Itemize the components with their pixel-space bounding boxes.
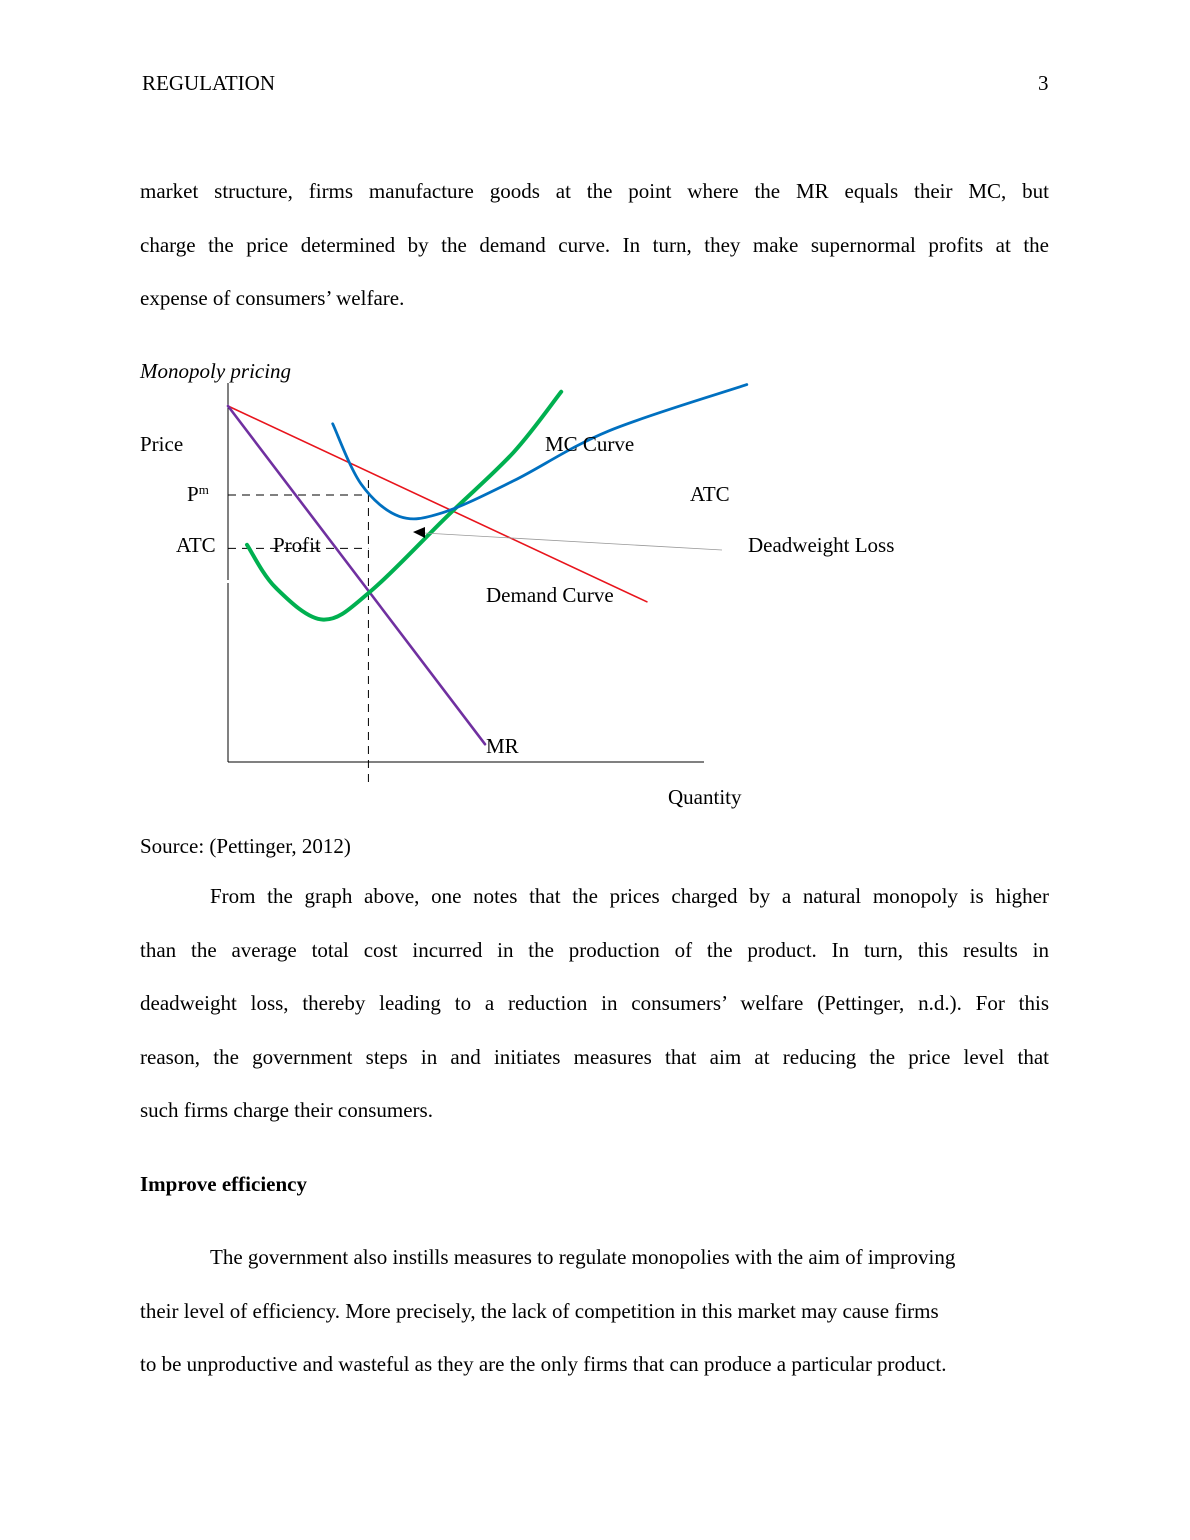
paragraph-line: than the average total cost incurred in the production of the product. In turn, this results in — [140, 937, 1049, 962]
figure-caption: Monopoly pricing — [140, 359, 292, 383]
atc-price-label: ATC — [176, 533, 216, 557]
running-head-title: REGULATION — [142, 71, 275, 95]
atc-curve-line — [333, 385, 747, 519]
pm-superscript: m — [198, 482, 209, 497]
paragraph-line: to be unproductive and wasteful as they are the only firms that can produce a particular product. — [140, 1352, 947, 1377]
profit-label: Profit — [273, 533, 321, 557]
deadweight-pointer-line — [424, 533, 722, 550]
paragraph-efficiency — [140, 1231, 1049, 1392]
paragraph-line: reason, the government steps in and initiates measures that aim at reducing the price level that — [140, 1044, 1049, 1069]
demand-curve-label: Demand Curve — [486, 583, 614, 607]
deadweight-loss-label: Deadweight Loss — [748, 533, 895, 557]
paragraph-analysis — [140, 870, 1049, 1138]
page-number: 3 — [1038, 71, 1049, 95]
paragraph-line: From the graph above, one notes that the prices charged by a natural monopoly is higher — [210, 884, 1049, 908]
paragraph-line: market structure, firms manufacture goods at the point where the MR equals their MC, but — [140, 179, 1049, 203]
paragraph-line: deadweight loss, thereby leading to a reduction in consumers’ welfare (Pettinger, n.d.). For this — [140, 991, 1049, 1016]
section-heading: Improve efficiency — [140, 1172, 307, 1196]
pm-label: $P^m$ — [187, 482, 209, 506]
paragraph-line: such firms charge their consumers. — [140, 1098, 433, 1123]
paragraph-line: The government also instills measures to regulate monopolies with the aim of improving — [210, 1245, 956, 1269]
atc-curve-label: ATC — [690, 482, 730, 506]
x-axis-label: Quantity — [668, 785, 742, 809]
figure-source: Source: (Pettinger, 2012) — [140, 834, 351, 858]
y-axis-label: Price — [140, 432, 184, 456]
mr-label: MR — [486, 734, 519, 758]
mc-curve-label: MC Curve — [545, 432, 635, 456]
paragraph-line: their level of efficiency. More precisely, the lack of competition in this market may cause firms — [140, 1298, 939, 1323]
paragraph-line: expense of consumers’ welfare. — [140, 286, 405, 311]
arrowhead-icon — [413, 527, 425, 538]
paragraph-line: charge the price determined by the demand curve. In turn, they make supernormal profits at the — [140, 232, 1049, 257]
